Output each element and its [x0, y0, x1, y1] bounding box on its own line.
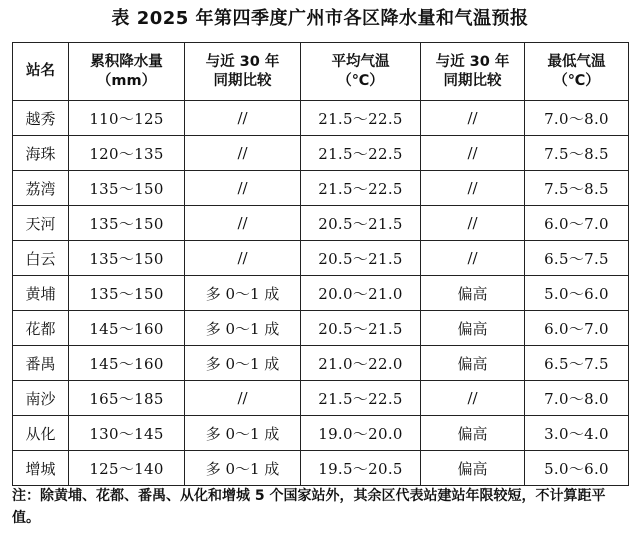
avg-temp-cell: 20.5～21.5: [301, 206, 421, 241]
table-row: [13, 101, 629, 136]
temp-compare-cell: 偏高: [421, 346, 525, 381]
station-cell: 海珠: [13, 136, 69, 171]
table-body: [13, 101, 629, 486]
table-row: [13, 171, 629, 206]
min-temp-cell: 7.5～8.5: [525, 136, 629, 171]
table-row: [13, 241, 629, 276]
temp-compare-cell: //: [421, 206, 525, 241]
min-temp-cell: 3.0～4.0: [525, 416, 629, 451]
precip-compare-cell: //: [185, 381, 301, 416]
precip-compare-cell: //: [185, 241, 301, 276]
avg-temp-cell: 20.5～21.5: [301, 311, 421, 346]
min-temp-cell: 7.0～8.0: [525, 101, 629, 136]
footnote: 注：除黄埔、花都、番禺、从化和增城 5 个国家站外，其余区代表站建站年限较短，不计算距平值。: [12, 488, 606, 526]
header-line: （℃）: [337, 72, 384, 89]
avg-temp-cell: 20.5～21.5: [301, 241, 421, 276]
table-row: [13, 136, 629, 171]
min-temp-cell: 6.0～7.0: [525, 311, 629, 346]
avg-temp-cell: 21.5～22.5: [301, 101, 421, 136]
min-temp-cell: 7.5～8.5: [525, 171, 629, 206]
avg-temp-cell: 21.0～22.0: [301, 346, 421, 381]
temp-compare-cell: //: [421, 381, 525, 416]
station-cell: 荔湾: [13, 171, 69, 206]
station-cell: 白云: [13, 241, 69, 276]
precip-compare-cell: 多 0～1 成: [185, 416, 301, 451]
table-row: [13, 206, 629, 241]
station-cell: 从化: [13, 416, 69, 451]
table-title: 表 2025 年第四季度广州市各区降水量和气温预报: [111, 8, 529, 29]
table-row: [13, 311, 629, 346]
station-cell: 增城: [13, 451, 69, 486]
header-min-temp: [525, 43, 629, 101]
precip-compare-cell: //: [185, 171, 301, 206]
station-cell: 番禺: [13, 346, 69, 381]
precip-compare-cell: 多 0～1 成: [185, 451, 301, 486]
header-line: （℃）: [553, 72, 600, 89]
precip-cell: 125～140: [69, 451, 185, 486]
temp-compare-cell: 偏高: [421, 416, 525, 451]
header-line: 累积降水量: [90, 53, 163, 70]
header-line: 与近 30 年: [435, 53, 510, 70]
table-row: [13, 276, 629, 311]
precip-cell: 135～150: [69, 171, 185, 206]
header-line: 最低气温: [547, 53, 606, 70]
header-station: [13, 43, 69, 101]
station-cell: 花都: [13, 311, 69, 346]
temp-compare-cell: //: [421, 171, 525, 206]
table-row: [13, 416, 629, 451]
min-temp-cell: 6.0～7.0: [525, 206, 629, 241]
avg-temp-cell: 19.0～20.0: [301, 416, 421, 451]
precip-cell: 130～145: [69, 416, 185, 451]
min-temp-cell: 6.5～7.5: [525, 346, 629, 381]
temp-compare-cell: //: [421, 136, 525, 171]
precip-cell: 120～135: [69, 136, 185, 171]
precip-compare-cell: 多 0～1 成: [185, 311, 301, 346]
min-temp-cell: 5.0～6.0: [525, 451, 629, 486]
precip-cell: 135～150: [69, 276, 185, 311]
precip-cell: 135～150: [69, 241, 185, 276]
station-cell: 黄埔: [13, 276, 69, 311]
precip-compare-cell: //: [185, 136, 301, 171]
avg-temp-cell: 19.5～20.5: [301, 451, 421, 486]
header-line: 平均气温: [331, 53, 390, 70]
station-cell: 天河: [13, 206, 69, 241]
precip-cell: 165～185: [69, 381, 185, 416]
precip-cell: 135～150: [69, 206, 185, 241]
station-cell: 越秀: [13, 101, 69, 136]
temp-compare-cell: //: [421, 101, 525, 136]
precip-cell: 145～160: [69, 311, 185, 346]
avg-temp-cell: 20.0～21.0: [301, 276, 421, 311]
min-temp-cell: 5.0～6.0: [525, 276, 629, 311]
table-row: [13, 381, 629, 416]
header-line: 同期比较: [213, 72, 272, 89]
precip-cell: 145～160: [69, 346, 185, 381]
header-line: （mm）: [96, 72, 157, 89]
temp-compare-cell: //: [421, 241, 525, 276]
temp-compare-cell: 偏高: [421, 311, 525, 346]
header-avg-temp: [301, 43, 421, 101]
min-temp-cell: 7.0～8.0: [525, 381, 629, 416]
station-cell: 南沙: [13, 381, 69, 416]
min-temp-cell: 6.5～7.5: [525, 241, 629, 276]
precip-cell: 110～125: [69, 101, 185, 136]
forecast-table: [12, 42, 629, 486]
precip-compare-cell: //: [185, 101, 301, 136]
precip-compare-cell: 多 0～1 成: [185, 276, 301, 311]
header-line: 同期比较: [443, 72, 502, 89]
precip-compare-cell: //: [185, 206, 301, 241]
avg-temp-cell: 21.5～22.5: [301, 381, 421, 416]
table-header-row: [13, 43, 629, 101]
avg-temp-cell: 21.5～22.5: [301, 171, 421, 206]
header-line: 站名: [26, 63, 55, 79]
header-precip-compare: [185, 43, 301, 101]
header-temp-compare: [421, 43, 525, 101]
precip-compare-cell: 多 0～1 成: [185, 346, 301, 381]
header-precip: [69, 43, 185, 101]
header-line: 与近 30 年: [205, 53, 280, 70]
temp-compare-cell: 偏高: [421, 451, 525, 486]
avg-temp-cell: 21.5～22.5: [301, 136, 421, 171]
table-row: [13, 346, 629, 381]
temp-compare-cell: 偏高: [421, 276, 525, 311]
table-row: [13, 451, 629, 486]
